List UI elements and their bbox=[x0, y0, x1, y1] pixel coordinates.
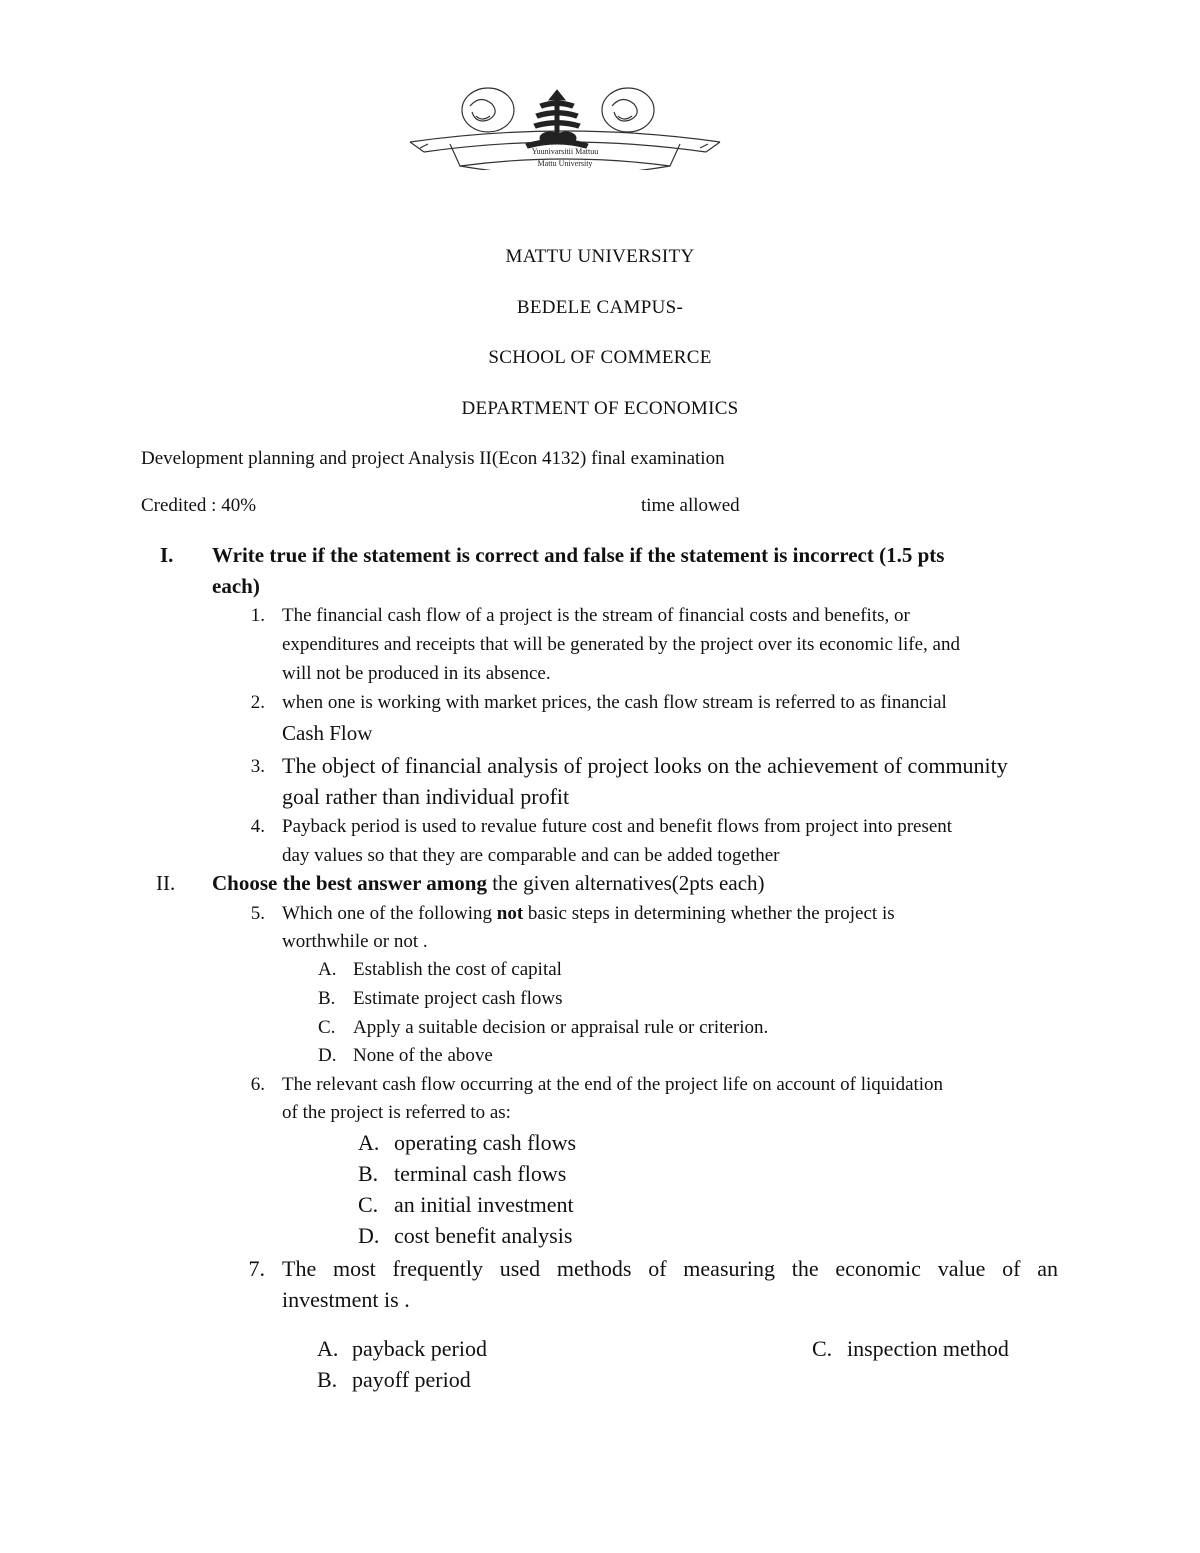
question-number: 2. bbox=[250, 692, 265, 713]
logo-ribbon-text-2: Mattu University bbox=[537, 159, 593, 168]
question-5-emphasis: not bbox=[496, 903, 524, 924]
question-number: 7. bbox=[248, 1256, 265, 1281]
question-5-line-2: worthwhile or not . bbox=[282, 931, 428, 952]
option-letter: D. bbox=[358, 1223, 380, 1248]
section-2-numeral: II. bbox=[156, 871, 176, 895]
logo-ribbon-text-1: Yuunivarsitii Mattuu bbox=[531, 147, 599, 156]
exam-title: Development planning and project Analysis II(Econ 4132) final examination bbox=[141, 448, 725, 469]
option-letter: A. bbox=[318, 959, 337, 980]
question-number: 6. bbox=[250, 1074, 265, 1095]
option-letter: C. bbox=[358, 1192, 379, 1217]
option-text: cost benefit analysis bbox=[394, 1223, 573, 1248]
option-text: an initial investment bbox=[394, 1192, 574, 1217]
option-letter: D. bbox=[318, 1045, 337, 1066]
option-letter: A. bbox=[358, 1130, 380, 1155]
option-text: payback period bbox=[352, 1336, 487, 1361]
question-1-line-2: expenditures and receipts that will be generated by the project over its economic life, and bbox=[282, 634, 960, 655]
question-5-post: basic steps in determining whether the project is bbox=[523, 903, 895, 924]
question-5-pre: Which one of the following bbox=[282, 903, 497, 924]
option-text: inspection method bbox=[847, 1336, 1009, 1361]
question-4-line-1: Payback period is used to revalue future cost and benefit flows from project into present bbox=[282, 816, 953, 837]
option-letter: C. bbox=[318, 1017, 336, 1038]
section-2-heading-bold: Choose the best answer among bbox=[212, 871, 487, 895]
option-letter: C. bbox=[812, 1336, 833, 1361]
left-ornament-icon bbox=[462, 88, 514, 132]
section-2-heading bbox=[212, 871, 765, 896]
option-letter: B. bbox=[358, 1161, 379, 1186]
campus-name: BEDELE CAMPUS- bbox=[516, 297, 684, 318]
option-letter: A. bbox=[317, 1336, 339, 1361]
credited-weight: Credited : 40% bbox=[141, 495, 257, 516]
question-1-line-1: The financial cash flow of a project is the stream of financial costs and benefits, or bbox=[282, 605, 910, 626]
option-text: terminal cash flows bbox=[394, 1161, 567, 1186]
time-allowed: time allowed bbox=[641, 495, 740, 516]
question-number: 3. bbox=[250, 756, 265, 777]
question-2-line-1: when one is working with market prices, the cash flow stream is referred to as financial bbox=[282, 692, 947, 713]
question-2-line-2: Cash Flow bbox=[282, 721, 373, 745]
university-name: MATTU UNIVERSITY bbox=[505, 246, 695, 267]
question-3-line-2: goal rather than individual profit bbox=[282, 784, 570, 809]
option-text: operating cash flows bbox=[394, 1130, 577, 1155]
question-4-line-2: day values so that they are comparable and can be added together bbox=[282, 845, 780, 866]
option-text: None of the above bbox=[353, 1045, 493, 1066]
question-number: 1. bbox=[250, 605, 265, 626]
question-3-line-1: The object of financial analysis of project looks on the achievement of community bbox=[282, 753, 1008, 778]
question-6-line-1: The relevant cash flow occurring at the end of the project life on account of liquidation bbox=[282, 1074, 944, 1095]
option-letter: B. bbox=[317, 1367, 338, 1392]
question-7-line-1: The most frequently used methods of measuring the economic value of an bbox=[282, 1256, 1058, 1281]
question-number: 5. bbox=[250, 903, 265, 924]
option-letter: B. bbox=[318, 988, 336, 1009]
tree-icon bbox=[526, 90, 588, 148]
university-logo bbox=[400, 86, 730, 170]
section-1-heading-cont: each) bbox=[212, 574, 260, 598]
question-number: 4. bbox=[250, 816, 265, 837]
question-1-line-3: will not be produced in its absence. bbox=[282, 663, 551, 684]
option-text: Establish the cost of capital bbox=[353, 959, 562, 980]
question-5-line-1 bbox=[282, 903, 895, 925]
option-text: Apply a suitable decision or appraisal rule or criterion. bbox=[353, 1017, 769, 1038]
question-7-line-2: investment is . bbox=[282, 1287, 410, 1312]
right-ornament-icon bbox=[602, 88, 654, 132]
section-1-numeral: I. bbox=[160, 543, 174, 567]
department-name: DEPARTMENT OF ECONOMICS bbox=[461, 398, 739, 419]
section-1-heading: Write true if the statement is correct and false if the statement is incorrect (1.5 pts bbox=[212, 543, 945, 567]
question-6-line-2: of the project is referred to as: bbox=[282, 1102, 511, 1123]
option-text: Estimate project cash flows bbox=[353, 988, 563, 1009]
option-text: payoff period bbox=[352, 1367, 471, 1392]
section-2-heading-rest: the given alternatives(2pts each) bbox=[486, 871, 765, 895]
school-name: SCHOOL OF COMMERCE bbox=[488, 347, 712, 368]
